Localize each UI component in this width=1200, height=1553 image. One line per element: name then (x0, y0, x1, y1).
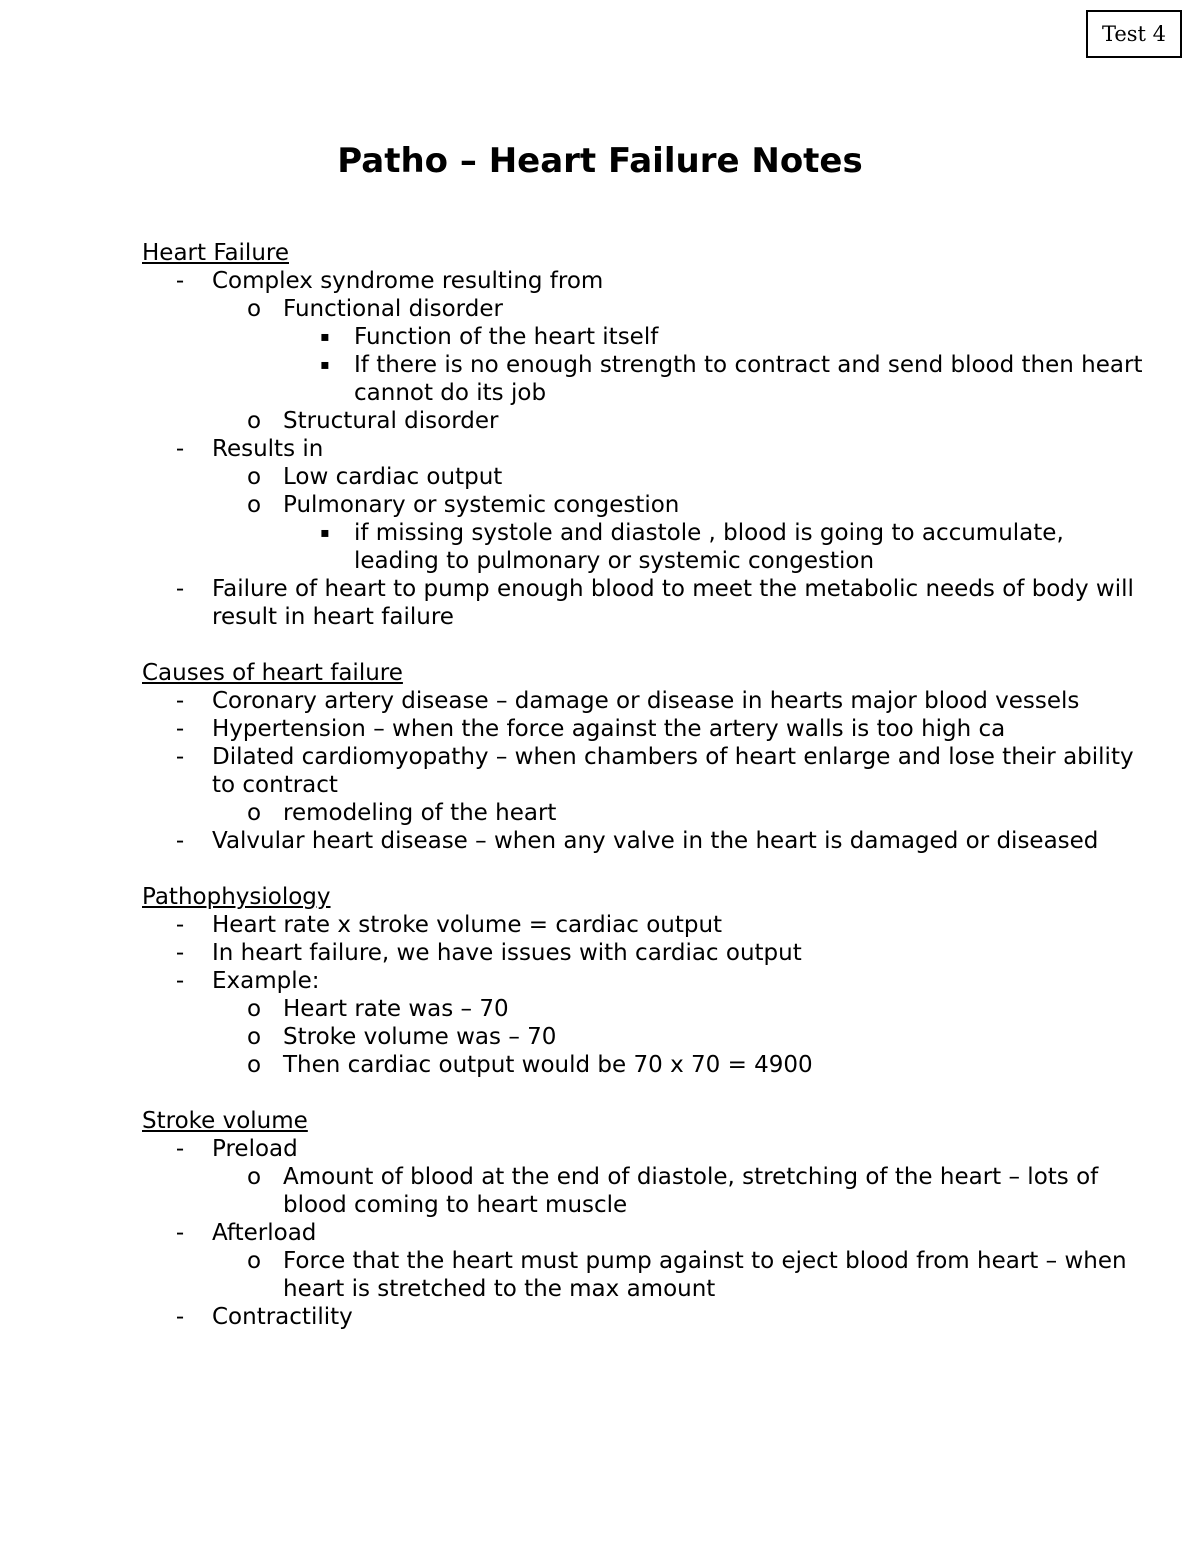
section-heading: Causes of heart failure (142, 660, 403, 686)
dash-bullet-icon: - (175, 968, 185, 994)
list-item (142, 519, 1152, 575)
square-bullet-icon: ▪ (320, 357, 330, 373)
list-item (142, 1219, 1152, 1247)
dash-bullet-icon: - (175, 576, 185, 602)
list-item (142, 1135, 1152, 1163)
list-item (142, 267, 1152, 295)
list-item (142, 967, 1152, 995)
list-item (142, 407, 1152, 435)
dash-bullet-icon: - (175, 744, 185, 770)
list-item-text: Example: (212, 968, 320, 994)
list-item-text: If there is no enough strength to contract and send blood then heart cannot do its job (354, 352, 1143, 406)
circle-bullet-icon: o (246, 464, 262, 490)
circle-bullet-icon: o (246, 996, 262, 1022)
bullet-list (142, 911, 1152, 1079)
section-heading: Pathophysiology (142, 884, 331, 910)
list-item (142, 435, 1152, 463)
circle-bullet-icon: o (246, 1024, 262, 1050)
list-item-text: Dilated cardiomyopathy – when chambers of heart enlarge and lose their ability to contract (212, 744, 1134, 798)
list-item-text: Amount of blood at the end of diastole, stretching of the heart – lots of blood coming to heart muscle (283, 1164, 1099, 1218)
list-item (142, 911, 1152, 939)
dash-bullet-icon: - (175, 688, 185, 714)
list-item (142, 1163, 1152, 1219)
dash-bullet-icon: - (175, 268, 185, 294)
bullet-list (142, 1135, 1152, 1331)
list-item (142, 827, 1152, 855)
circle-bullet-icon: o (246, 1248, 262, 1274)
list-item-text: Heart rate x stroke volume = cardiac output (212, 912, 723, 938)
list-item-text: In heart failure, we have issues with cardiac output (212, 940, 802, 966)
circle-bullet-icon: o (246, 408, 262, 434)
list-item (142, 743, 1152, 799)
list-item-text: Functional disorder (283, 296, 503, 322)
list-item (142, 463, 1152, 491)
list-item-text: Pulmonary or systemic congestion (283, 492, 680, 518)
list-item (142, 715, 1152, 743)
list-item (142, 1023, 1152, 1051)
list-item (142, 295, 1152, 323)
list-item (142, 491, 1152, 519)
list-item-text: Heart rate was – 70 (283, 996, 509, 1022)
list-item (142, 995, 1152, 1023)
list-item-text: Low cardiac output (283, 464, 503, 490)
list-item (142, 1051, 1152, 1079)
list-item-text: Then cardiac output would be 70 x 70 = 4900 (283, 1052, 813, 1078)
dash-bullet-icon: - (175, 912, 185, 938)
list-item-text: Hypertension – when the force against the artery walls is too high ca (212, 716, 1006, 742)
list-item-text: remodeling of the heart (283, 800, 557, 826)
list-item (142, 351, 1152, 407)
section-heading: Stroke volume (142, 1108, 308, 1134)
list-item-text: Function of the heart itself (354, 324, 659, 350)
list-item (142, 939, 1152, 967)
circle-bullet-icon: o (246, 800, 262, 826)
circle-bullet-icon: o (246, 1052, 262, 1078)
list-item-text: Preload (212, 1136, 298, 1162)
document-title: Patho – Heart Failure Notes (337, 141, 863, 181)
list-item-text: Afterload (212, 1220, 317, 1246)
list-item (142, 1303, 1152, 1331)
list-item (142, 323, 1152, 351)
notes-section (142, 239, 1152, 631)
list-item-text: Stroke volume was – 70 (283, 1024, 557, 1050)
list-item (142, 799, 1152, 827)
test-label: Test 4 (1101, 22, 1167, 46)
notes-section (142, 883, 1152, 1079)
dash-bullet-icon: - (175, 1136, 185, 1162)
dash-bullet-icon: - (175, 940, 185, 966)
test-label-box (1086, 10, 1182, 58)
dash-bullet-icon: - (175, 716, 185, 742)
section-heading: Heart Failure (142, 240, 289, 266)
list-item-text: Structural disorder (283, 408, 499, 434)
list-item-text: Results in (212, 436, 324, 462)
notes-section (142, 1107, 1152, 1331)
list-item-text: Coronary artery disease – damage or disease in hearts major blood vessels (212, 688, 1080, 714)
circle-bullet-icon: o (246, 1164, 262, 1190)
dash-bullet-icon: - (175, 1220, 185, 1246)
dash-bullet-icon: - (175, 828, 185, 854)
square-bullet-icon: ▪ (320, 525, 330, 541)
list-item-text: Force that the heart must pump against to eject blood from heart – when heart is stretched to the max amount (283, 1248, 1127, 1302)
bullet-list (142, 687, 1152, 855)
list-item (142, 687, 1152, 715)
list-item-text: if missing systole and diastole , blood is going to accumulate, leading to pulmonary or systemic congestion (354, 520, 1064, 574)
bullet-list (142, 267, 1152, 631)
circle-bullet-icon: o (246, 296, 262, 322)
circle-bullet-icon: o (246, 492, 262, 518)
dash-bullet-icon: - (175, 436, 185, 462)
list-item-text: Failure of heart to pump enough blood to meet the metabolic needs of body will result in heart failure (212, 576, 1134, 630)
notes-body (142, 239, 1152, 1359)
square-bullet-icon: ▪ (320, 329, 330, 345)
list-item (142, 575, 1152, 631)
notes-section (142, 659, 1152, 855)
dash-bullet-icon: - (175, 1304, 185, 1330)
list-item-text: Complex syndrome resulting from (212, 268, 604, 294)
list-item-text: Contractility (212, 1304, 353, 1330)
list-item-text: Valvular heart disease – when any valve in the heart is damaged or diseased (212, 828, 1099, 854)
list-item (142, 1247, 1152, 1303)
